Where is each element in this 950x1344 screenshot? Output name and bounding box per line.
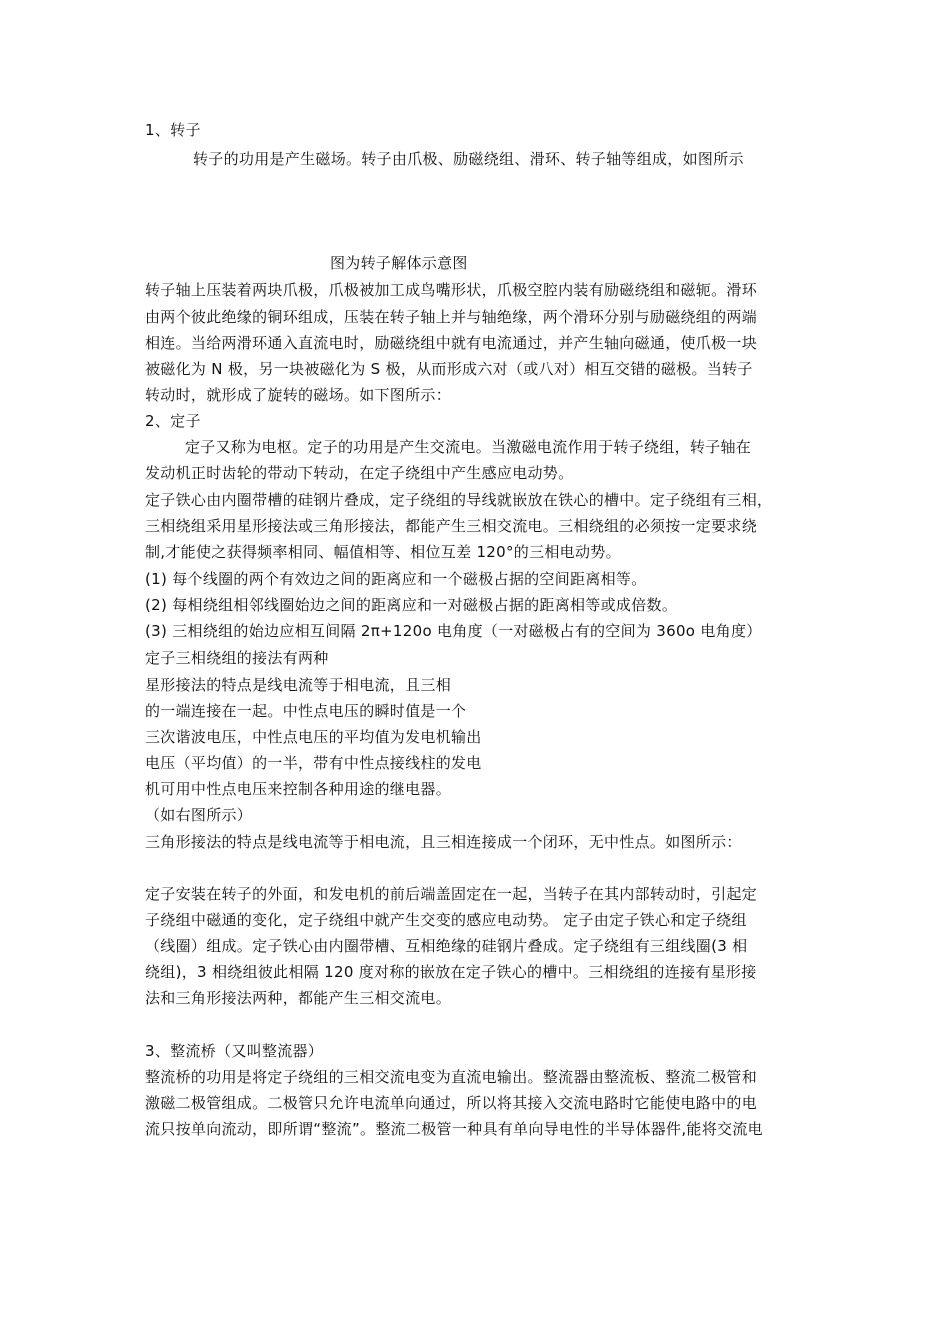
rotor-heading: 1、转子	[145, 121, 201, 139]
paragraph-line: 三次谐波电压，中性点电压的平均值为发电机输出	[145, 728, 482, 746]
paragraph-line: （线圈）组成。定子铁心由内圈带槽、互相绝缘的硅钢片叠成。定子绕组有三组线圈(3 相	[145, 937, 748, 955]
paragraph-line: 激磁二极管组成。二极管只允许电流单向通过，所以将其接入交流电路时它能使电路中的电	[145, 1094, 758, 1112]
paragraph-line: 电压（平均值）的一半，带有中性点接线柱的发电	[145, 754, 482, 772]
paragraph-line: 发动机正时齿轮的带动下转动，在定子绕组中产生感应电动势。	[145, 464, 574, 482]
paragraph-line: 转子轴上压装着两块爪极，爪极被加工成鸟嘴形状，爪极空腔内装有励磁绕组和磁轭。滑环	[145, 281, 758, 299]
paragraph-line: 定子安装在转子的外面，和发电机的前后端盖固定在一起，当转子在其内部转动时，引起定	[145, 885, 758, 903]
paragraph-line: 的一端连接在一起。中性点电压的瞬时值是一个	[145, 702, 467, 720]
paragraph-line: 定子三相绕组的接法有两种	[145, 649, 329, 667]
paragraph-line: 三角形接法的特点是线电流等于相电流，且三相连接成一个闭环，无中性点。如图所示：	[145, 833, 742, 851]
paragraph-line: 定子铁心由内圈带槽的硅钢片叠成，定子绕组的导线就嵌放在铁心的槽中。定子绕组有三相，	[145, 491, 773, 509]
paragraph-line: 星形接法的特点是线电流等于相电流，且三相	[145, 676, 452, 694]
rectifier-heading: 3、整流桥（又叫整流器）	[145, 1042, 324, 1060]
rotor-figure-caption: 图为转子解体示意图	[330, 254, 468, 272]
paragraph-line: 机可用中性点电压来控制各种用途的继电器。	[145, 780, 452, 798]
paragraph-line: 绕组)，3 相绕组彼此相隔 120 度对称的嵌放在定子铁心的槽中。三相绕组的连接有星形接	[145, 963, 757, 981]
paragraph-line: 整流桥的功用是将定子绕组的三相交流电变为直流电输出。整流器由整流板、整流二极管和	[145, 1068, 758, 1086]
paragraph-line: 三相绕组采用星形接法或三角形接法，都能产生三相交流电。三相绕组的必须按一定要求绕	[145, 517, 758, 535]
paragraph-line: （如右图所示）	[145, 806, 253, 824]
paragraph-line: 子绕组中磁通的变化，定子绕组中就产生交变的感应电动势。 定子由定子铁心和定子绕组	[145, 911, 747, 929]
paragraph-line: 相连。当给两滑环通入直流电时，励磁绕组中就有电流通过，并产生轴向磁通，使爪极一块	[145, 334, 758, 352]
paragraph-line: 被磁化为 N 极，另一块被磁化为 S 极，从而形成六对（或八对）相互交错的磁极。当转子	[145, 360, 753, 378]
list-item: (1) 每个线圈的两个有效边之间的距离应和一个磁极占据的空间距离相等。	[145, 570, 647, 588]
paragraph-line: 流只按单向流动，即所谓“整流”。整流二极管一种具有单向导电性的半导体器件,能将交流电	[145, 1120, 763, 1138]
list-item: (2) 每相绕组相邻线圈始边之间的距离应和一对磁极占据的距离相等或成倍数。	[145, 596, 678, 614]
paragraph-line: 制,才能使之获得频率相同、幅值相等、相位互差 120°的三相电动势。	[145, 543, 621, 561]
list-item: (3) 三相绕组的始边应相互间隔 2π+120o 电角度（一对磁极占有的空间为 360o 电角度）	[145, 622, 762, 640]
paragraph-line: 法和三角形接法两种，都能产生三相交流电。	[145, 989, 452, 1007]
paragraph-line: 定子又称为电枢。定子的功用是产生交流电。当激磁电流作用于转子绕组，转子轴在	[185, 438, 752, 456]
paragraph-line: 由两个彼此绝缘的铜环组成，压装在转子轴上并与轴绝缘，两个滑环分别与励磁绕组的两端	[145, 308, 758, 326]
stator-heading: 2、定子	[145, 412, 201, 430]
rotor-intro: 转子的功用是产生磁场。转子由爪极、励磁绕组、滑环、转子轴等组成，如图所示	[193, 150, 744, 168]
paragraph-line: 转动时，就形成了旋转的磁场。如下图所示：	[145, 386, 452, 404]
